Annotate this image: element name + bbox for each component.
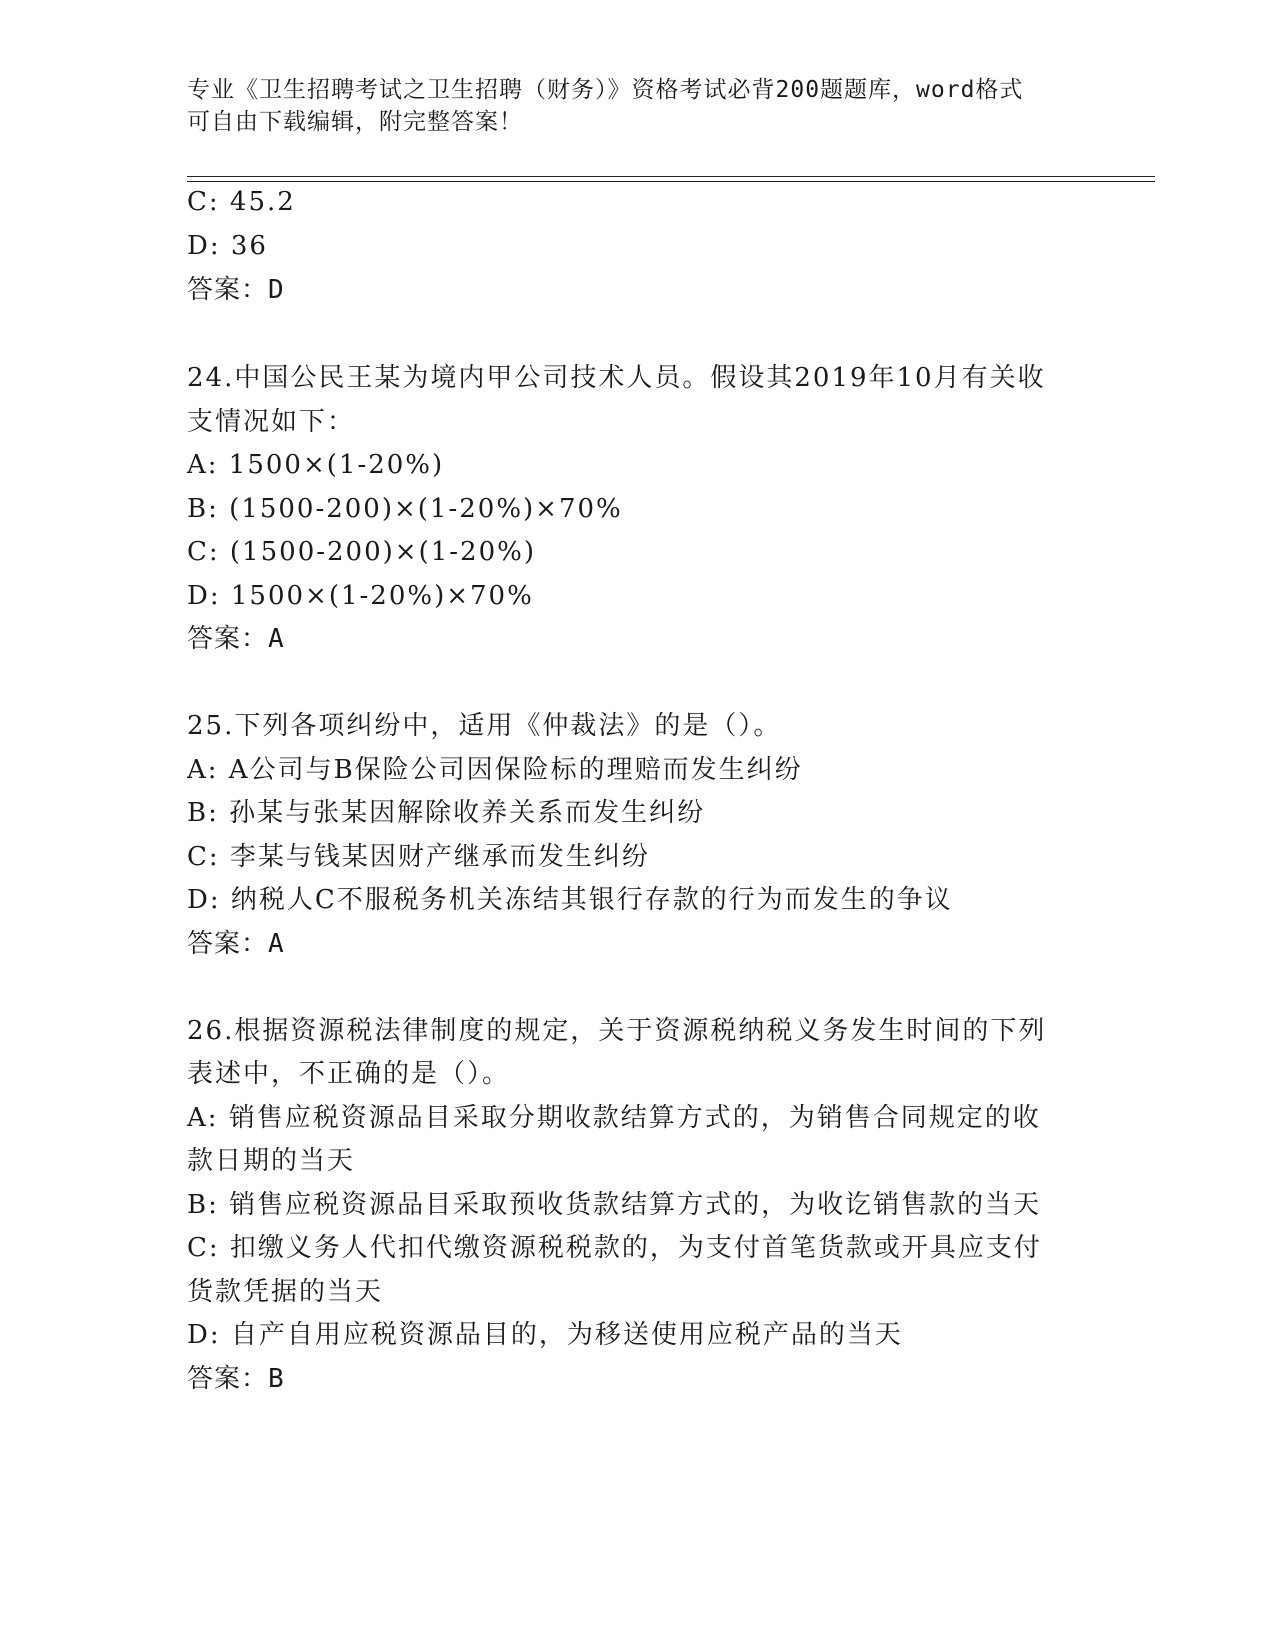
q26-option-c-line-1: C: 扣缴义务人代扣代缴资源税税款的，为支付首笔货款或开具应支付: [187, 1233, 1042, 1263]
q24-option-b: B: (1500-200)×(1-20%)×70%: [187, 494, 623, 524]
prev-option-d: D: 36: [187, 231, 268, 261]
q24-option-d: D: 1500×(1-20%)×70%: [187, 581, 534, 611]
q25-option-c: C: 李某与钱某因财产继承而发生纠纷: [187, 842, 650, 872]
q25-option-a: A: A公司与B保险公司因保险标的理赔而发生纠纷: [187, 755, 803, 785]
q25-stem: 25.下列各项纠纷中，适用《仲裁法》的是（）。: [187, 711, 782, 741]
q25-option-d: D: 纳税人C不服税务机关冻结其银行存款的行为而发生的争议: [187, 885, 953, 915]
q26-option-a-line-1: A: 销售应税资源品目采取分期收款结算方式的，为销售合同规定的收: [187, 1103, 1041, 1133]
header-title-line-2: 可自由下载编辑，附完整答案！: [187, 109, 523, 135]
q24-option-a: A: 1500×(1-20%): [187, 450, 445, 480]
q26-stem-line-1: 26.根据资源税法律制度的规定，关于资源税纳税义务发生时间的下列: [187, 1016, 1047, 1046]
q26-option-c-line-2: 货款凭据的当天: [187, 1277, 384, 1307]
q25-option-b: B: 孙某与张某因解除收养关系而发生纠纷: [187, 798, 706, 828]
header-divider-top: [187, 176, 1155, 177]
document-header: [187, 74, 1067, 138]
header-title-line-1: 专业《卫生招聘考试之卫生招聘（财务）》资格考试必背200题题库，word格式: [187, 77, 1024, 103]
q25-answer: 答案：A: [187, 929, 285, 959]
q24-stem-line-2: 支情况如下：: [187, 407, 356, 437]
q24-option-c: C: (1500-200)×(1-20%): [187, 537, 536, 567]
q26-option-b: B: 销售应税资源品目采取预收货款结算方式的，为收讫销售款的当天: [187, 1190, 1042, 1220]
q26-answer: 答案：B: [187, 1364, 285, 1394]
q24-stem-line-1: 24.中国公民王某为境内甲公司技术人员。假设其2019年10月有关收: [187, 363, 1046, 393]
header-divider-bottom: [187, 181, 1155, 182]
q26-stem-line-2: 表述中，不正确的是（）。: [187, 1059, 511, 1089]
q26-option-a-line-2: 款日期的当天: [187, 1146, 356, 1176]
q26-option-d: D: 自产自用应税资源品目的，为移送使用应税产品的当天: [187, 1320, 903, 1350]
prev-option-c: C: 45.2: [187, 187, 296, 217]
q24-answer: 答案：A: [187, 624, 285, 654]
prev-answer: 答案：D: [187, 275, 285, 305]
